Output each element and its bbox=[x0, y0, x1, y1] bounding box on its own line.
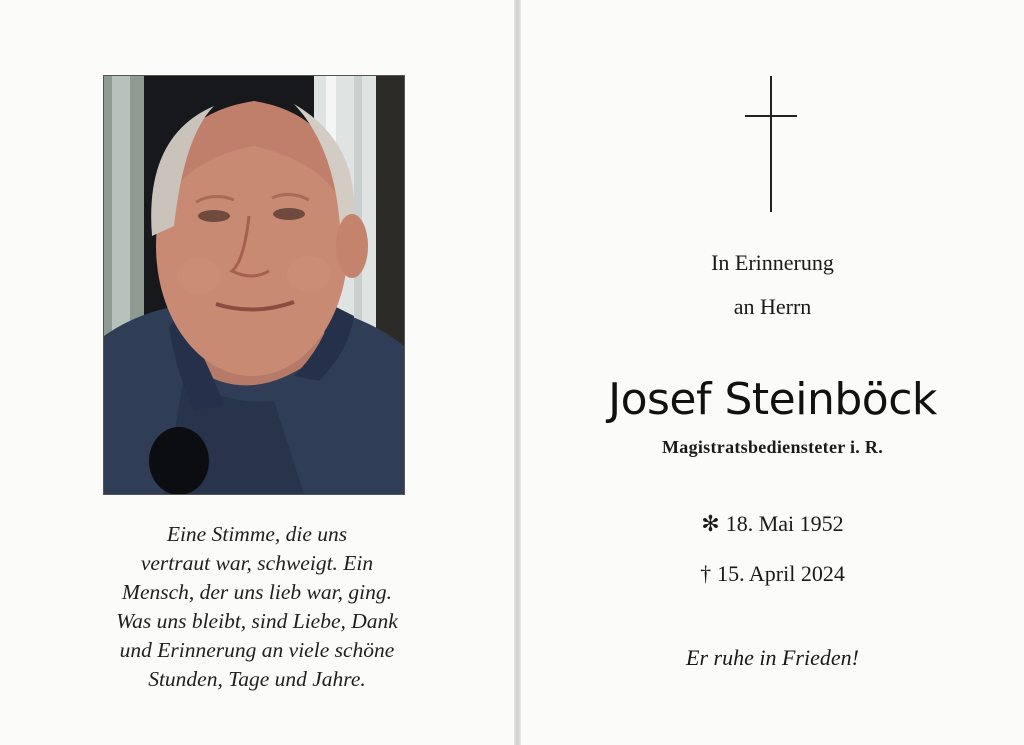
death-dagger-icon: † bbox=[700, 561, 712, 586]
card-fold bbox=[514, 0, 521, 745]
poem-line: und Erinnerung an viele schöne bbox=[119, 638, 395, 662]
death-date-line bbox=[521, 561, 1024, 587]
deceased-title: Magistratsbediensteter i. R. bbox=[661, 437, 884, 457]
poem-line: vertraut war, schweigt. Ein bbox=[140, 551, 374, 575]
birth-date: 18. Mai 1952 bbox=[725, 511, 844, 536]
poem-line: Stunden, Tage und Jahre. bbox=[148, 667, 366, 691]
death-date: 15. April 2024 bbox=[717, 561, 845, 586]
intro-line-2: an Herrn bbox=[733, 294, 812, 319]
right-panel bbox=[521, 0, 1024, 745]
poem-line: Was uns bleibt, sind Liebe, Dank bbox=[116, 609, 398, 633]
cross-icon bbox=[745, 76, 797, 212]
closing-text: Er ruhe in Frieden! bbox=[686, 645, 859, 670]
poem-line: Eine Stimme, die uns bbox=[166, 522, 348, 546]
intro-line-1: In Erinnerung bbox=[711, 250, 834, 275]
deceased-name: Josef Steinböck bbox=[608, 374, 937, 425]
portrait-photo bbox=[104, 76, 404, 494]
memorial-poem bbox=[40, 520, 474, 694]
poem-line: Mensch, der uns lieb war, ging. bbox=[122, 580, 392, 604]
birth-date-line bbox=[521, 511, 1024, 537]
birth-star-icon: ✻ bbox=[701, 511, 720, 536]
